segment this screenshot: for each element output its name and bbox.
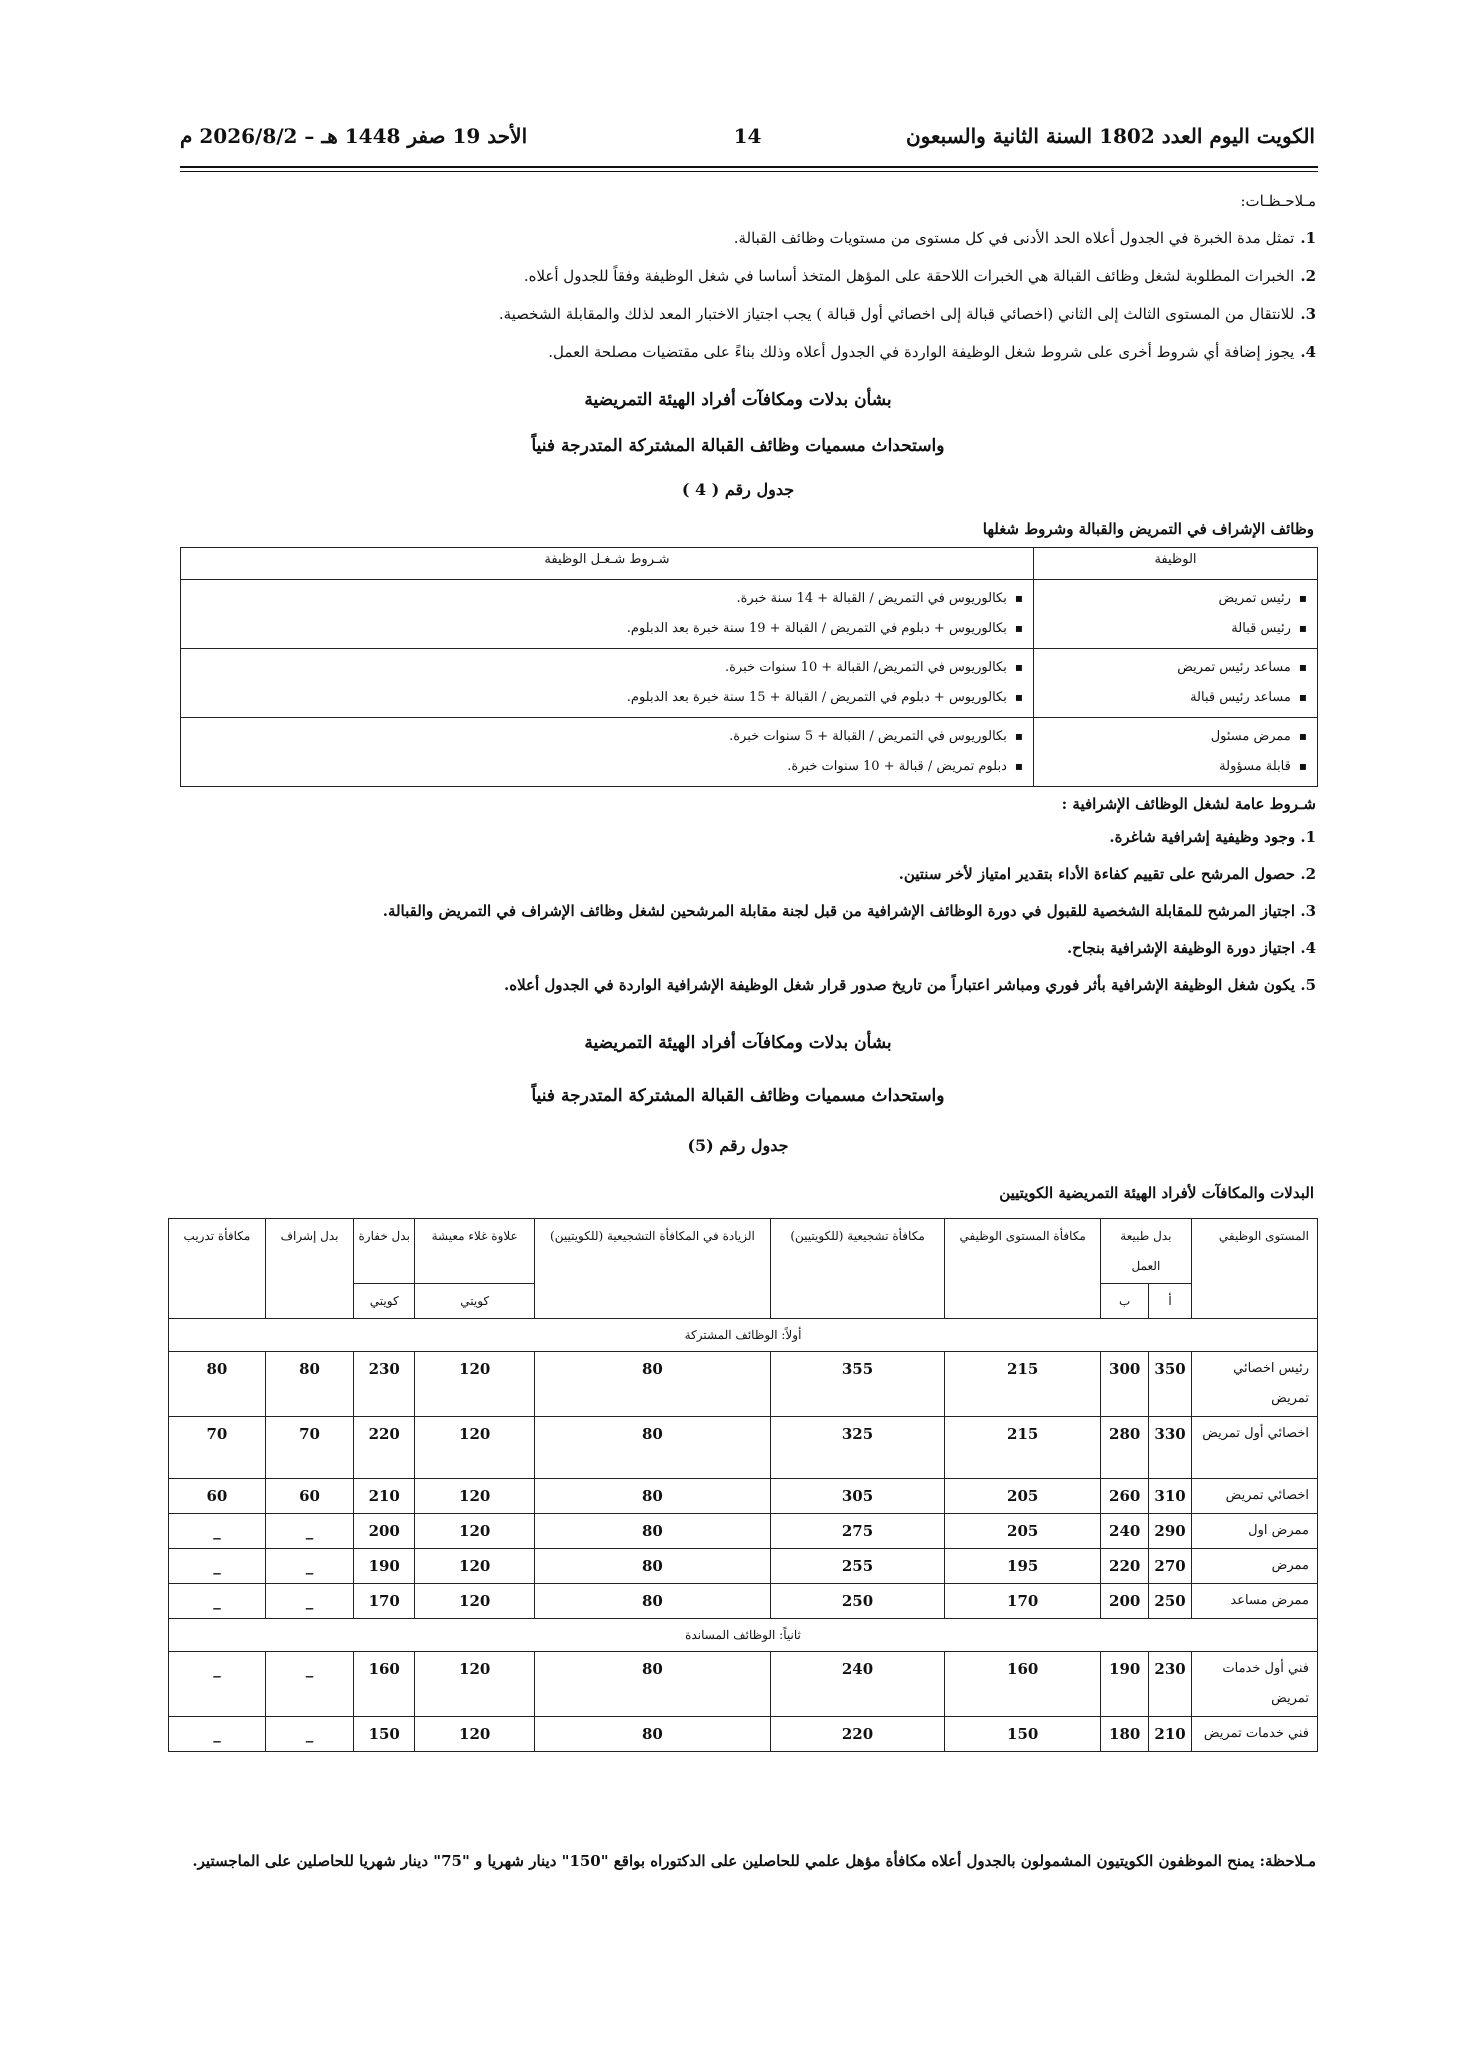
- cell-tr: 60: [169, 1479, 266, 1514]
- page-header: [180, 124, 1315, 164]
- cell-tr: _: [169, 1652, 266, 1717]
- cell-b: 200: [1101, 1584, 1149, 1619]
- note-item: 4.يجوز إضافة أي شروط أخرى على شروط شغل الوظيفة الواردة في الجدول أعلاه وذلك بناءً على مقتضيات مصلحة العمل.: [548, 343, 1316, 361]
- col-cost-living: علاوة غلاء معيشة: [415, 1219, 535, 1284]
- cell-sup: _: [265, 1717, 353, 1752]
- row-label: فني أول خدمات تمريض: [1191, 1652, 1317, 1717]
- table-row: [169, 1479, 1318, 1514]
- section2-heading-1: بشأن بدلات ومكافآت أفراد الهيئة التمريضية: [584, 1033, 892, 1053]
- cell-duty: 160: [354, 1652, 415, 1717]
- row-label: فني خدمات تمريض: [1191, 1717, 1317, 1752]
- table-row: [169, 1549, 1318, 1584]
- note-item: 3.للانتقال من المستوى الثالث إلى الثاني (اخصائي قبالة إلى اخصائي أول قبالة ) يجب اجتياز الاختبار المعد لذلك والمقابلة الشخصية.: [498, 305, 1316, 323]
- cell-sup: 80: [265, 1352, 353, 1417]
- note-item: 1.تمثل مدة الخبرة في الجدول أعلاه الحد الأدنى في كل مستوى من مستويات وظائف القبالة.: [733, 229, 1316, 247]
- cell-tr: _: [169, 1549, 266, 1584]
- col-supervision: بدل إشراف: [265, 1219, 353, 1319]
- condition-item: 2. حصول المرشح على تقييم كفاءة الأداء بتقدير امتياز لأخر سنتين.: [898, 865, 1316, 883]
- table-row: [169, 1514, 1318, 1549]
- row-label: اخصائي أول تمريض: [1191, 1417, 1317, 1479]
- page-number: 14: [733, 124, 762, 148]
- cell-incr: 80: [535, 1717, 771, 1752]
- table-row: ▪ مساعد رئيس تمريض ▪ مساعد رئيس قبالة ▪ بكالوريوس في التمريض/ القبالة + 10 سنوات خبرة. ▪ بكالوريوس + دبلوم في التمريض / القبالة + 15 سنة خبرة بعد الدبلوم.: [181, 649, 1318, 718]
- notes-title: مـلاحـظـات:: [1240, 192, 1316, 210]
- cell-duty: 190: [354, 1549, 415, 1584]
- cell-col: 120: [415, 1584, 535, 1619]
- cell-a: 210: [1149, 1717, 1191, 1752]
- cell-inc: 325: [770, 1417, 945, 1479]
- cell-a: 330: [1149, 1417, 1191, 1479]
- cell-a: 290: [1149, 1514, 1191, 1549]
- header-rule-thin: [180, 171, 1318, 172]
- cell-duty: 210: [354, 1479, 415, 1514]
- cell-b: 180: [1101, 1717, 1149, 1752]
- header-rule: [180, 166, 1318, 168]
- cell-tr: 70: [169, 1417, 266, 1479]
- table-header-row: [181, 548, 1318, 580]
- col-cost-living-sub: كويتي: [415, 1284, 535, 1319]
- cell-col: 120: [415, 1479, 535, 1514]
- cell-a: 350: [1149, 1352, 1191, 1417]
- col-training: مكافأة تدريب: [169, 1219, 266, 1319]
- row-label: ممرض مساعد: [1191, 1584, 1317, 1619]
- cell-col: 120: [415, 1352, 535, 1417]
- cell-incr: 80: [535, 1584, 771, 1619]
- cell-lvl: 215: [945, 1417, 1101, 1479]
- cell-sup: _: [265, 1549, 353, 1584]
- row-label: اخصائي تمريض: [1191, 1479, 1317, 1514]
- table-row: [169, 1417, 1318, 1479]
- cell-col: 120: [415, 1549, 535, 1584]
- cell-col: 120: [415, 1652, 535, 1717]
- cell-b: 220: [1101, 1549, 1149, 1584]
- table-header-row: [169, 1219, 1318, 1284]
- general-conditions: [166, 792, 1316, 1009]
- col-level: المستوى الوظيفي: [1191, 1219, 1317, 1319]
- section1-heading-1: بشأن بدلات ومكافآت أفراد الهيئة التمريضية: [584, 390, 892, 410]
- cell-duty: 150: [354, 1717, 415, 1752]
- cell-sup: _: [265, 1584, 353, 1619]
- cell-inc: 240: [770, 1652, 945, 1717]
- table-row: [169, 1717, 1318, 1752]
- cell-incr: 80: [535, 1417, 771, 1479]
- cell-duty: 200: [354, 1514, 415, 1549]
- cell-sup: _: [265, 1514, 353, 1549]
- cell-lvl: 170: [945, 1584, 1101, 1619]
- table5-title: البدلات والمكافآت لأفراد الهيئة التمريضية الكويتيين: [999, 1184, 1314, 1202]
- cell-incr: 80: [535, 1549, 771, 1584]
- cell-inc: 275: [770, 1514, 945, 1549]
- row-label: ممرض: [1191, 1549, 1317, 1584]
- cell-incr: 80: [535, 1514, 771, 1549]
- table4-title: وظائف الإشراف في التمريض والقبالة وشروط شغلها: [982, 520, 1314, 538]
- col-nature-b: ب: [1101, 1284, 1149, 1319]
- cell-tr: _: [169, 1514, 266, 1549]
- cell-inc: 355: [770, 1352, 945, 1417]
- col-nature-a: أ: [1149, 1284, 1191, 1319]
- table5-number: جدول رقم (5): [687, 1136, 789, 1155]
- section1-heading-2: واستحداث مسميات وظائف القبالة المشتركة المتدرجة فنياً: [531, 436, 945, 456]
- notes-list: [166, 226, 1316, 378]
- gazette-issue: الكويت اليوم العدد 1802 السنة الثانية والسبعون: [905, 124, 1315, 148]
- section-row: [169, 1319, 1318, 1352]
- col-level-bonus: مكافأة المستوى الوظيفي: [945, 1219, 1101, 1319]
- cell-lvl: 205: [945, 1514, 1101, 1549]
- cell-b: 190: [1101, 1652, 1149, 1717]
- supervisory-jobs-table: [180, 547, 1318, 787]
- cell-sup: _: [265, 1652, 353, 1717]
- condition-item: 3. اجتياز المرشح للمقابلة الشخصية للقبول في دورة الوظائف الإشرافية من قبل لجنة مقابلة المرشحين لشغل وظائف الإشراف في التمريض والقبالة.: [382, 902, 1316, 920]
- section-support-label: ثانياً: الوظائف المساندة: [169, 1619, 1318, 1652]
- col-incentive-increase: الزيادة في المكافأة التشجيعية (للكويتيين): [535, 1219, 771, 1319]
- cell-lvl: 205: [945, 1479, 1101, 1514]
- cell-incr: 80: [535, 1479, 771, 1514]
- footnote: مـلاحظة: يمنح الموظفون الكويتيون المشمولون بالجدول أعلاه مكافأة مؤهل علمي للحاصلين على الدكتوراه بواقع "150" دينار شهريا و "75" دينار شهريا للحاصلين على الماجستير.: [192, 1852, 1316, 1870]
- cell-col: 120: [415, 1417, 535, 1479]
- cell-tr: _: [169, 1584, 266, 1619]
- cell-duty: 170: [354, 1584, 415, 1619]
- cell-a: 270: [1149, 1549, 1191, 1584]
- cell-b: 280: [1101, 1417, 1149, 1479]
- cell-duty: 220: [354, 1417, 415, 1479]
- row-label: ممرض اول: [1191, 1514, 1317, 1549]
- table4-number: جدول رقم ( 4 ): [681, 480, 795, 499]
- cell-lvl: 195: [945, 1549, 1101, 1584]
- row-label: رئيس اخصائي تمريض: [1191, 1352, 1317, 1417]
- cell-a: 230: [1149, 1652, 1191, 1717]
- cell-b: 300: [1101, 1352, 1149, 1417]
- general-conditions-title: شـروط عامة لشغل الوظائف الإشرافية :: [1061, 795, 1316, 813]
- table-row: ▪ رئيس تمريض ▪ رئيس قبالة ▪ بكالوريوس في التمريض / القبالة + 14 سنة خبرة. ▪ بكالوريوس + دبلوم في التمريض / القبالة + 19 سنة خبرة بعد الدبلوم.: [181, 580, 1318, 649]
- cell-b: 260: [1101, 1479, 1149, 1514]
- col-duty-sub: كويتي: [354, 1284, 415, 1319]
- col-job-header: الوظيفة: [1034, 548, 1318, 580]
- section-shared-label: أولاً: الوظائف المشتركة: [169, 1319, 1318, 1352]
- col-incentive: مكافأة تشجيعية (للكويتيين): [770, 1219, 945, 1319]
- allowances-table: [168, 1218, 1318, 1752]
- cell-sup: 60: [265, 1479, 353, 1514]
- cell-inc: 220: [770, 1717, 945, 1752]
- cell-lvl: 150: [945, 1717, 1101, 1752]
- cell-tr: 80: [169, 1352, 266, 1417]
- table-row: [169, 1652, 1318, 1717]
- cell-duty: 230: [354, 1352, 415, 1417]
- condition-item: 5. يكون شغل الوظيفة الإشرافية بأثر فوري ومباشر اعتباراً من تاريخ صدور قرار شغل الوظيفة الإشرافية الواردة في الجدول أعلاه.: [504, 976, 1316, 994]
- issue-date: الأحد 19 صفر 1448 هـ – 2026/8/2 م: [180, 124, 528, 148]
- cell-inc: 255: [770, 1549, 945, 1584]
- cell-a: 250: [1149, 1584, 1191, 1619]
- condition-item: 4. اجتياز دورة الوظيفة الإشرافية بنجاح.: [1066, 939, 1316, 957]
- table-row: ▪ ممرض مسئول ▪ قابلة مسؤولة ▪ بكالوريوس في التمريض / القبالة + 5 سنوات خبرة. ▪ دبلوم تمريض / قبالة + 10 سنوات خبرة.: [181, 718, 1318, 787]
- cell-inc: 250: [770, 1584, 945, 1619]
- cell-col: 120: [415, 1717, 535, 1752]
- table-row: [169, 1584, 1318, 1619]
- cell-lvl: 160: [945, 1652, 1101, 1717]
- col-duty: بدل خفارة: [354, 1219, 415, 1284]
- col-nature: بدل طبيعة العمل: [1101, 1219, 1192, 1284]
- cell-lvl: 215: [945, 1352, 1101, 1417]
- cell-sup: 70: [265, 1417, 353, 1479]
- condition-item: 1. وجود وظيفية إشرافية شاغرة.: [1109, 828, 1316, 846]
- cell-incr: 80: [535, 1352, 771, 1417]
- section-row: [169, 1619, 1318, 1652]
- cell-tr: _: [169, 1717, 266, 1752]
- table-row: [169, 1352, 1318, 1417]
- cell-inc: 305: [770, 1479, 945, 1514]
- cell-a: 310: [1149, 1479, 1191, 1514]
- cell-col: 120: [415, 1514, 535, 1549]
- cell-b: 240: [1101, 1514, 1149, 1549]
- cell-incr: 80: [535, 1652, 771, 1717]
- col-conditions-header: شـروط شـغـل الوظيفة: [181, 548, 1034, 580]
- section2-heading-2: واستحداث مسميات وظائف القبالة المشتركة المتدرجة فنياً: [531, 1086, 945, 1106]
- note-item: 2.الخبرات المطلوبة لشغل وظائف القبالة هي الخبرات اللاحقة على المؤهل المتخذ أساسا في شغل الوظيفة وفقاً للجدول أعلاه.: [523, 267, 1316, 285]
